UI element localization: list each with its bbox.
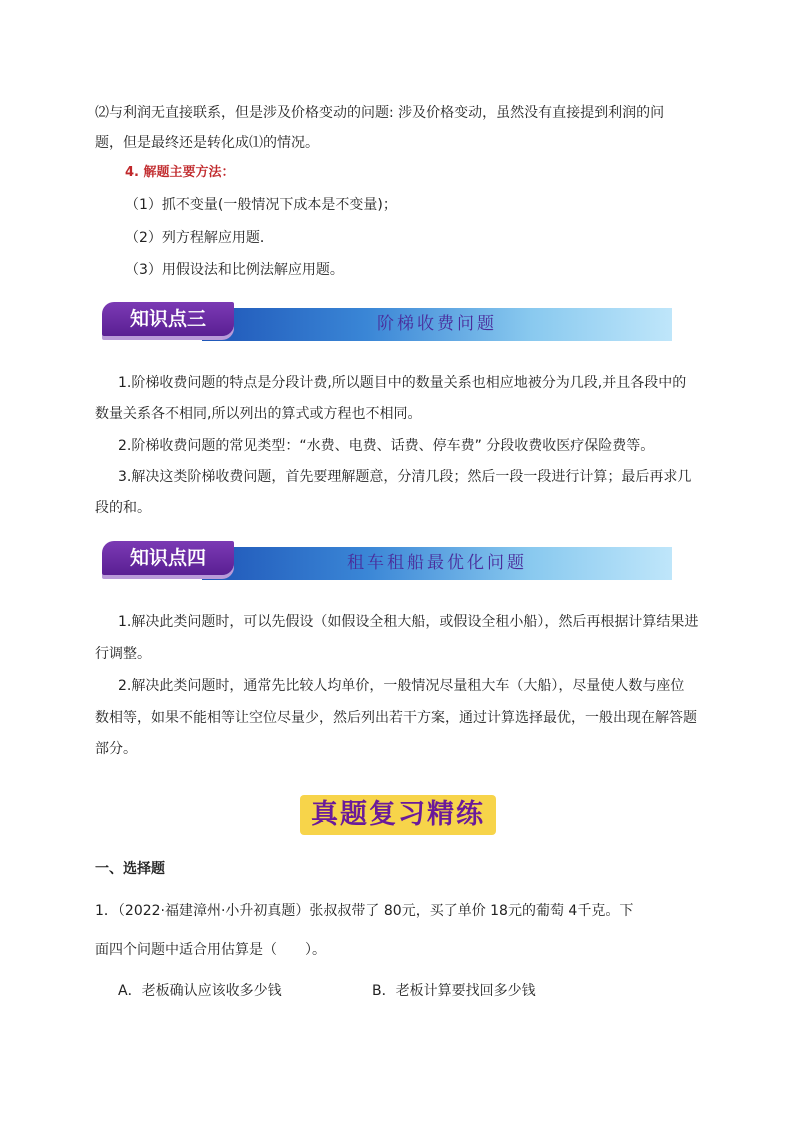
method-item: （2）列方程解应用题． (125, 230, 274, 246)
paragraph-line: 2.解决此类问题时，通常先比较人均单价，一般情况尽量租大车（大船），尽量使人数与座位 (118, 678, 685, 694)
option-b: B．老板计算要找回多少钱 (372, 983, 536, 999)
paragraph-line: 段的和。 (95, 500, 151, 516)
paragraph-line: 数相等，如果不能相等让空位尽量少，然后列出若干方案，通过计算选择最优，一般出现在解答题 (95, 710, 697, 726)
question-line: 1．（2022·福建漳州·小升初真题）张叔叔带了 80元，买了单价 18元的葡萄 4千克。下 (95, 903, 634, 919)
question-line: 面四个问题中适合用估算是（ ）。 (95, 942, 326, 958)
paragraph-line: 3.解决这类阶梯收费问题，首先要理解题意，分清几段；然后一段一段进行计算；最后再求几 (118, 469, 692, 485)
paragraph-line: 行调整。 (95, 646, 151, 662)
paragraph-line: 题，但是最终还是转化成⑴的情况。 (95, 135, 319, 151)
paragraph-line: 1.解决此类问题时，可以先假设（如假设全租大船，或假设全租小船），然后再根据计算结果进 (118, 614, 699, 630)
method-item: （1）抓不变量(一般情况下成本是不变量)； (125, 197, 397, 213)
paragraph-line: 部分。 (95, 741, 137, 757)
section-banner-4 (102, 541, 672, 583)
paragraph-line: 1.阶梯收费问题的特点是分段计费,所以题目中的数量关系也相应地被分为几段,并且各段中的 (118, 375, 687, 391)
section-title: 租车租船最优化问题 (347, 553, 527, 573)
method-item: （3）用假设法和比例法解应用题。 (125, 262, 344, 278)
paragraph-line: 数量关系各不相同,所以列出的算式或方程也不相同。 (95, 406, 422, 422)
section-pill: 知识点四 (102, 541, 234, 575)
paragraph-line: ⑵与利润无直接联系，但是涉及价格变动的问题: 涉及价格变动，虽然没有直接提到利润的问 (95, 105, 665, 121)
paragraph-line: 2.阶梯收费问题的常见类型：“水费、电费、话费、停车费” 分段收费收医疗保险费等。 (118, 438, 655, 454)
section-title: 阶梯收费问题 (377, 314, 497, 334)
section-banner-3 (102, 302, 672, 344)
option-a: A．老板确认应该收多少钱 (118, 983, 282, 999)
part-heading: 一、选择题 (95, 861, 165, 877)
method-heading: 4. 解题主要方法： (125, 165, 235, 180)
section-pill: 知识点三 (102, 302, 234, 336)
review-title: 真题复习精练 (300, 795, 496, 835)
